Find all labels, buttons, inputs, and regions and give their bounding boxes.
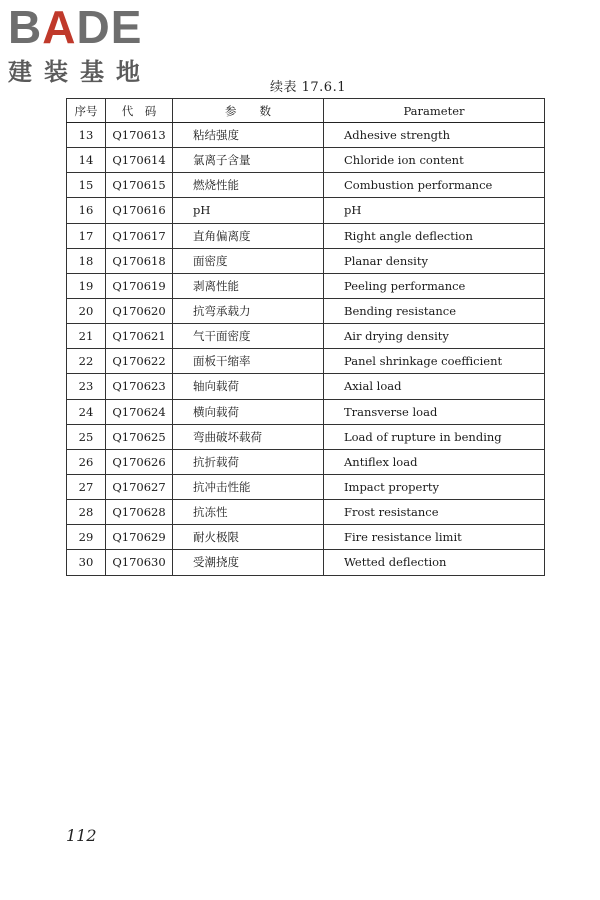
page-number: 112 bbox=[66, 826, 97, 845]
cell-parameter-en: Planar density bbox=[324, 248, 545, 273]
header-code: 代 码 bbox=[106, 99, 173, 123]
cell-parameter-en: Wetted deflection bbox=[324, 550, 545, 575]
cell-param: 抗冻性 bbox=[173, 500, 324, 525]
cell-param: 弯曲破坏载荷 bbox=[173, 424, 324, 449]
cell-param: 抗折载荷 bbox=[173, 449, 324, 474]
cell-no: 16 bbox=[67, 198, 106, 223]
table-row bbox=[67, 474, 545, 499]
header-parameter-en: Parameter bbox=[324, 99, 545, 123]
logo-letter-a: A bbox=[42, 1, 77, 53]
table-row bbox=[67, 123, 545, 148]
table-body bbox=[67, 123, 545, 576]
cell-code: Q170619 bbox=[106, 273, 173, 298]
cell-no: 29 bbox=[67, 525, 106, 550]
cell-parameter-en: Impact property bbox=[324, 474, 545, 499]
bade-logo bbox=[8, 1, 178, 90]
table-row bbox=[67, 525, 545, 550]
cell-param: 直角偏离度 bbox=[173, 223, 324, 248]
cell-parameter-en: pH bbox=[324, 198, 545, 223]
cell-code: Q170615 bbox=[106, 173, 173, 198]
cell-no: 22 bbox=[67, 349, 106, 374]
table-row bbox=[67, 148, 545, 173]
cell-code: Q170628 bbox=[106, 500, 173, 525]
table-row bbox=[67, 324, 545, 349]
cell-code: Q170624 bbox=[106, 399, 173, 424]
cell-code: Q170614 bbox=[106, 148, 173, 173]
cell-no: 21 bbox=[67, 324, 106, 349]
cell-no: 27 bbox=[67, 474, 106, 499]
cell-code: Q170620 bbox=[106, 298, 173, 323]
table-row bbox=[67, 374, 545, 399]
cell-no: 24 bbox=[67, 399, 106, 424]
table-row bbox=[67, 550, 545, 575]
cell-parameter-en: Panel shrinkage coefficient bbox=[324, 349, 545, 374]
table-row bbox=[67, 223, 545, 248]
cell-param: 抗冲击性能 bbox=[173, 474, 324, 499]
cell-param: 燃烧性能 bbox=[173, 173, 324, 198]
cell-param: 抗弯承载力 bbox=[173, 298, 324, 323]
logo-subtitle: 建装基地 bbox=[8, 58, 152, 86]
cell-parameter-en: Combustion performance bbox=[324, 173, 545, 198]
table-row bbox=[67, 449, 545, 474]
cell-parameter-en: Load of rupture in bending bbox=[324, 424, 545, 449]
logo-wordmark bbox=[8, 1, 143, 53]
parameter-table bbox=[66, 98, 545, 576]
table-row bbox=[67, 500, 545, 525]
cell-code: Q170629 bbox=[106, 525, 173, 550]
cell-code: Q170621 bbox=[106, 324, 173, 349]
cell-param: 面密度 bbox=[173, 248, 324, 273]
cell-param: 横向载荷 bbox=[173, 399, 324, 424]
cell-param: 耐火极限 bbox=[173, 525, 324, 550]
cell-code: Q170630 bbox=[106, 550, 173, 575]
cell-code: Q170622 bbox=[106, 349, 173, 374]
logo-letter-b: B bbox=[8, 1, 43, 53]
cell-no: 28 bbox=[67, 500, 106, 525]
cell-parameter-en: Adhesive strength bbox=[324, 123, 545, 148]
cell-param: 轴向载荷 bbox=[173, 374, 324, 399]
cell-param: pH bbox=[173, 198, 324, 223]
table-row bbox=[67, 399, 545, 424]
cell-no: 20 bbox=[67, 298, 106, 323]
cell-param: 氯离子含量 bbox=[173, 148, 324, 173]
header-row bbox=[67, 99, 545, 123]
cell-parameter-en: Bending resistance bbox=[324, 298, 545, 323]
table-caption: 续表 17.6.1 bbox=[270, 80, 346, 95]
table-row bbox=[67, 349, 545, 374]
cell-param: 受潮挠度 bbox=[173, 550, 324, 575]
cell-parameter-en: Fire resistance limit bbox=[324, 525, 545, 550]
table-row bbox=[67, 173, 545, 198]
cell-parameter-en: Antiflex load bbox=[324, 449, 545, 474]
cell-no: 14 bbox=[67, 148, 106, 173]
table-row bbox=[67, 248, 545, 273]
cell-parameter-en: Chloride ion content bbox=[324, 148, 545, 173]
table-row bbox=[67, 273, 545, 298]
cell-code: Q170618 bbox=[106, 248, 173, 273]
table-row bbox=[67, 298, 545, 323]
cell-param: 剥离性能 bbox=[173, 273, 324, 298]
cell-no: 18 bbox=[67, 248, 106, 273]
cell-no: 15 bbox=[67, 173, 106, 198]
cell-no: 19 bbox=[67, 273, 106, 298]
cell-code: Q170625 bbox=[106, 424, 173, 449]
cell-param: 粘结强度 bbox=[173, 123, 324, 148]
cell-code: Q170613 bbox=[106, 123, 173, 148]
logo-letters-de: DE bbox=[76, 1, 143, 53]
cell-code: Q170616 bbox=[106, 198, 173, 223]
header-no: 序号 bbox=[67, 99, 106, 123]
cell-parameter-en: Frost resistance bbox=[324, 500, 545, 525]
table-header bbox=[67, 99, 545, 123]
cell-code: Q170626 bbox=[106, 449, 173, 474]
cell-code: Q170627 bbox=[106, 474, 173, 499]
cell-parameter-en: Transverse load bbox=[324, 399, 545, 424]
cell-no: 17 bbox=[67, 223, 106, 248]
cell-parameter-en: Axial load bbox=[324, 374, 545, 399]
cell-code: Q170623 bbox=[106, 374, 173, 399]
table-row bbox=[67, 198, 545, 223]
cell-no: 25 bbox=[67, 424, 106, 449]
cell-parameter-en: Right angle deflection bbox=[324, 223, 545, 248]
cell-no: 23 bbox=[67, 374, 106, 399]
cell-param: 面板干缩率 bbox=[173, 349, 324, 374]
cell-no: 13 bbox=[67, 123, 106, 148]
cell-param: 气干面密度 bbox=[173, 324, 324, 349]
header-param: 参 数 bbox=[173, 99, 324, 123]
cell-parameter-en: Air drying density bbox=[324, 324, 545, 349]
cell-no: 26 bbox=[67, 449, 106, 474]
cell-code: Q170617 bbox=[106, 223, 173, 248]
cell-no: 30 bbox=[67, 550, 106, 575]
cell-parameter-en: Peeling performance bbox=[324, 273, 545, 298]
table-row bbox=[67, 424, 545, 449]
